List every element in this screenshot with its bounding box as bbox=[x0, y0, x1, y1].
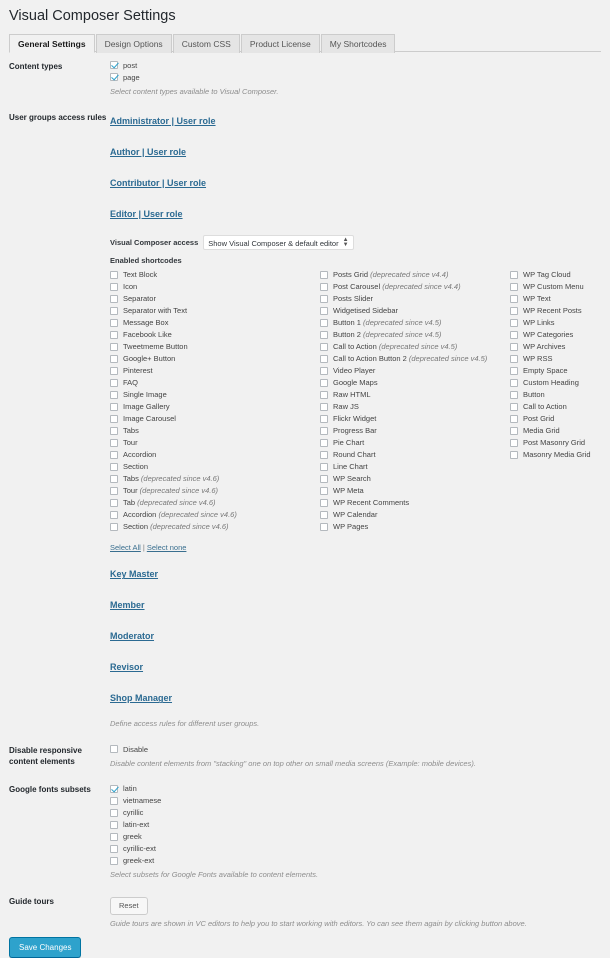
checkbox-icon[interactable] bbox=[510, 391, 518, 399]
content-types-label: Content types bbox=[9, 61, 63, 71]
checkbox-icon[interactable] bbox=[110, 499, 118, 507]
google-font-subset-label: greek-ext bbox=[123, 856, 155, 866]
shortcodes-columns bbox=[110, 269, 602, 533]
shortcode-item[interactable] bbox=[110, 341, 320, 352]
checkbox-icon[interactable] bbox=[110, 809, 118, 817]
checkbox-icon[interactable] bbox=[110, 271, 118, 279]
shortcode-label: Tabs bbox=[123, 474, 139, 484]
checkbox-icon[interactable] bbox=[510, 403, 518, 411]
google-fonts-description: Select subsets for Google Fonts available to content elements. bbox=[110, 870, 319, 880]
checkbox-icon[interactable] bbox=[320, 367, 328, 375]
shortcode-item[interactable] bbox=[320, 305, 510, 316]
shortcode-note: (deprecated since v4.6) bbox=[148, 522, 229, 532]
checkbox-icon[interactable] bbox=[510, 415, 518, 423]
checkbox-icon[interactable] bbox=[110, 331, 118, 339]
checkbox-icon[interactable] bbox=[110, 845, 118, 853]
shortcode-note: (deprecated since v4.5) bbox=[360, 330, 442, 340]
chevron-updown-icon: ▲ ▼ bbox=[342, 237, 349, 249]
shortcode-item[interactable] bbox=[110, 305, 320, 316]
checkbox-icon[interactable] bbox=[320, 487, 328, 495]
shortcode-label: Message Box bbox=[123, 318, 169, 328]
checkbox-icon[interactable] bbox=[510, 451, 518, 459]
shortcode-label: Accordion bbox=[123, 510, 157, 520]
shortcode-item[interactable] bbox=[320, 365, 510, 376]
shortcode-note: (deprecated since v4.5) bbox=[406, 354, 488, 364]
disable-responsive-item[interactable] bbox=[110, 744, 604, 755]
shortcode-note: (deprecated since v4.6) bbox=[135, 498, 216, 508]
shortcode-label: Post Masonry Grid bbox=[523, 438, 586, 448]
link-separator: | bbox=[142, 543, 145, 553]
shortcode-label: WP Recent Posts bbox=[523, 306, 582, 316]
shortcode-label: Image Carousel bbox=[123, 414, 176, 424]
shortcode-label: Widgetised Sidebar bbox=[333, 306, 399, 316]
shortcode-item[interactable] bbox=[320, 521, 510, 532]
checkbox-icon[interactable] bbox=[320, 391, 328, 399]
shortcode-label: Line Chart bbox=[333, 462, 368, 472]
shortcode-label: WP Meta bbox=[333, 486, 364, 496]
page-title: Visual Composer Settings bbox=[9, 8, 176, 24]
shortcode-label: Button 1 bbox=[333, 318, 361, 328]
user-role-link[interactable]: Editor | User role bbox=[110, 209, 183, 220]
content-type-label: post bbox=[123, 60, 138, 70]
checkbox-icon[interactable] bbox=[510, 319, 518, 327]
vc-access-value: Show Visual Composer & default editor bbox=[208, 239, 339, 249]
google-font-subset-label: greek bbox=[123, 832, 142, 842]
checkbox-icon[interactable] bbox=[320, 451, 328, 459]
user-role-link-wrap bbox=[110, 204, 604, 222]
shortcode-note: (deprecated since v4.4) bbox=[368, 270, 449, 280]
tab-general-settings[interactable] bbox=[9, 34, 95, 53]
checkbox-icon[interactable] bbox=[320, 427, 328, 435]
google-font-subset-label: latin bbox=[123, 784, 137, 794]
shortcode-item[interactable] bbox=[320, 413, 510, 424]
content-type-item[interactable] bbox=[110, 60, 604, 71]
shortcode-item[interactable] bbox=[320, 449, 510, 460]
guide-tours-description: Guide tours are shown in VC editors to help you to start working with editors. Yo can see them again by clicking button above. bbox=[110, 918, 527, 928]
disable-responsive-description: Disable content elements from "stacking" one on top other on small media screens (Example: mobile devices). bbox=[110, 758, 476, 768]
shortcode-label: Section bbox=[123, 522, 149, 532]
checkbox-icon[interactable] bbox=[320, 499, 328, 507]
shortcodes-column-1 bbox=[110, 269, 320, 533]
settings-form bbox=[0, 52, 610, 958]
shortcode-note: (deprecated since v4.5) bbox=[376, 342, 458, 352]
checkbox-icon[interactable] bbox=[510, 271, 518, 279]
shortcode-label: Separator with Text bbox=[123, 306, 188, 316]
shortcode-item[interactable] bbox=[510, 293, 602, 304]
checkbox-icon[interactable] bbox=[110, 391, 118, 399]
vc-access-label: Visual Composer access bbox=[110, 238, 199, 248]
shortcode-item[interactable] bbox=[110, 389, 320, 400]
shortcode-item[interactable] bbox=[510, 341, 602, 352]
shortcode-label: WP Calendar bbox=[333, 510, 378, 520]
shortcode-label: Call to Action Button 2 bbox=[333, 354, 407, 364]
shortcode-item[interactable] bbox=[110, 461, 320, 472]
checkbox-icon[interactable] bbox=[510, 355, 518, 363]
user-role-link-wrap bbox=[110, 626, 604, 644]
shortcode-label: Google+ Button bbox=[123, 354, 176, 364]
google-font-subset-label: cyrillic bbox=[123, 808, 144, 818]
checkbox-icon[interactable] bbox=[320, 319, 328, 327]
shortcode-item[interactable] bbox=[110, 509, 320, 520]
checkbox-icon[interactable] bbox=[320, 403, 328, 411]
guide-tours-label: Guide tours bbox=[9, 896, 54, 906]
row-google-fonts bbox=[0, 783, 610, 881]
checkbox-icon[interactable] bbox=[110, 73, 118, 81]
google-font-subset-item[interactable] bbox=[110, 843, 604, 854]
checkbox-icon[interactable] bbox=[110, 427, 118, 435]
checkbox-icon[interactable] bbox=[110, 319, 118, 327]
checkbox-icon[interactable] bbox=[320, 511, 328, 519]
shortcode-item[interactable] bbox=[110, 329, 320, 340]
spacer bbox=[0, 881, 610, 895]
checkbox-icon[interactable] bbox=[110, 367, 118, 375]
shortcode-item[interactable] bbox=[510, 377, 602, 388]
google-font-subset-item[interactable] bbox=[110, 855, 604, 866]
shortcode-item[interactable] bbox=[510, 281, 602, 292]
shortcode-item[interactable] bbox=[110, 413, 320, 424]
shortcode-label: WP Recent Comments bbox=[333, 498, 410, 508]
checkbox-icon[interactable] bbox=[110, 833, 118, 841]
row-disable-responsive bbox=[0, 744, 610, 770]
guide-tours-field bbox=[110, 895, 610, 930]
checkbox-icon[interactable] bbox=[110, 439, 118, 447]
shortcode-item[interactable] bbox=[510, 389, 602, 400]
shortcode-item[interactable] bbox=[320, 437, 510, 448]
checkbox-icon[interactable] bbox=[110, 355, 118, 363]
shortcode-label: Post Carousel bbox=[333, 282, 381, 292]
shortcode-item[interactable] bbox=[110, 449, 320, 460]
shortcode-item[interactable] bbox=[320, 329, 510, 340]
spacer bbox=[0, 769, 610, 783]
shortcode-label: WP Tag Cloud bbox=[523, 270, 571, 280]
shortcode-item[interactable] bbox=[320, 377, 510, 388]
shortcode-label: WP Text bbox=[523, 294, 551, 304]
shortcode-label: Raw HTML bbox=[333, 390, 371, 400]
checkbox-icon[interactable] bbox=[320, 475, 328, 483]
shortcode-item[interactable] bbox=[510, 269, 602, 280]
checkbox-icon[interactable] bbox=[110, 451, 118, 459]
checkbox-icon[interactable] bbox=[110, 379, 118, 387]
shortcode-item[interactable] bbox=[510, 413, 602, 424]
shortcode-item[interactable] bbox=[320, 353, 510, 364]
shortcode-label: WP Custom Menu bbox=[523, 282, 584, 292]
checkbox-icon[interactable] bbox=[110, 745, 118, 753]
checkbox-icon[interactable] bbox=[110, 463, 118, 471]
shortcodes-column-3 bbox=[510, 269, 602, 533]
checkbox-icon[interactable] bbox=[110, 523, 118, 531]
google-font-subset-label: vietnamese bbox=[123, 796, 162, 806]
user-role-link-wrap bbox=[110, 564, 604, 582]
shortcode-item[interactable] bbox=[320, 293, 510, 304]
shortcode-note: (deprecated since v4.5) bbox=[360, 318, 442, 328]
shortcode-item[interactable] bbox=[510, 329, 602, 340]
checkbox-icon[interactable] bbox=[320, 355, 328, 363]
user-role-link[interactable]: Revisor bbox=[110, 662, 144, 673]
select-none-link[interactable]: Select none bbox=[146, 543, 187, 553]
tab-my-shortcodes[interactable] bbox=[321, 34, 396, 53]
google-font-subset-item[interactable] bbox=[110, 831, 604, 842]
shortcode-item[interactable] bbox=[510, 449, 602, 460]
shortcode-item[interactable] bbox=[110, 401, 320, 412]
checkbox-icon[interactable] bbox=[110, 343, 118, 351]
user-role-link[interactable]: Contributor | User role bbox=[110, 178, 207, 189]
checkbox-icon[interactable] bbox=[510, 343, 518, 351]
checkbox-icon[interactable] bbox=[320, 415, 328, 423]
shortcode-item[interactable] bbox=[110, 497, 320, 508]
user-role-link-wrap bbox=[110, 595, 604, 613]
disable-responsive-label: Disable responsive content elements bbox=[9, 745, 82, 766]
checkbox-icon[interactable] bbox=[320, 331, 328, 339]
shortcode-label: Separator bbox=[123, 294, 156, 304]
vc-access-select[interactable] bbox=[203, 235, 353, 250]
shortcode-item[interactable] bbox=[320, 485, 510, 496]
shortcode-item[interactable] bbox=[320, 341, 510, 352]
shortcode-label: WP Links bbox=[523, 318, 555, 328]
shortcode-label: WP Archives bbox=[523, 342, 566, 352]
shortcode-label: Tab bbox=[123, 498, 136, 508]
checkbox-icon[interactable] bbox=[110, 295, 118, 303]
shortcode-label: Tweetmeme Button bbox=[123, 342, 188, 352]
shortcode-label: Icon bbox=[123, 282, 138, 292]
shortcode-item[interactable] bbox=[110, 353, 320, 364]
shortcode-item[interactable] bbox=[510, 401, 602, 412]
shortcode-label: WP Pages bbox=[333, 522, 369, 532]
tab-label: Design Options bbox=[104, 38, 163, 49]
shortcode-item[interactable] bbox=[110, 425, 320, 436]
shortcode-item[interactable] bbox=[510, 437, 602, 448]
checkbox-icon[interactable] bbox=[510, 367, 518, 375]
shortcode-label: Posts Grid bbox=[333, 270, 369, 280]
select-all-link[interactable]: Select All bbox=[110, 543, 141, 553]
shortcode-item[interactable] bbox=[510, 425, 602, 436]
guide-tours-reset-button[interactable]: Reset bbox=[110, 897, 148, 915]
checkbox-icon[interactable] bbox=[320, 463, 328, 471]
shortcode-label: Facebook Like bbox=[123, 330, 172, 340]
user-role-link[interactable]: Administrator | User role bbox=[110, 116, 216, 127]
shortcode-item[interactable] bbox=[110, 377, 320, 388]
shortcode-item[interactable] bbox=[110, 437, 320, 448]
shortcode-label: Tour bbox=[123, 486, 138, 496]
checkbox-icon[interactable] bbox=[110, 785, 118, 793]
shortcode-label: WP Search bbox=[333, 474, 371, 484]
shortcode-label: Masonry Media Grid bbox=[523, 450, 591, 460]
checkbox-icon[interactable] bbox=[510, 331, 518, 339]
tab-bar bbox=[9, 33, 601, 52]
shortcode-note: (deprecated since v4.6) bbox=[137, 486, 219, 496]
checkbox-icon[interactable] bbox=[320, 343, 328, 351]
content-type-label: page bbox=[123, 72, 140, 82]
shortcode-label: Button bbox=[523, 390, 545, 400]
checkbox-icon[interactable] bbox=[510, 307, 518, 315]
shortcode-label: Pie Chart bbox=[333, 438, 365, 448]
tab-label: My Shortcodes bbox=[329, 38, 387, 49]
checkbox-icon[interactable] bbox=[110, 283, 118, 291]
shortcode-item[interactable] bbox=[110, 521, 320, 532]
shortcode-item[interactable] bbox=[510, 305, 602, 316]
disable-responsive-label: Disable bbox=[123, 744, 149, 754]
shortcode-item[interactable] bbox=[320, 473, 510, 484]
shortcode-item[interactable] bbox=[510, 365, 602, 376]
enabled-shortcodes-label: Enabled shortcodes bbox=[110, 256, 182, 266]
user-role-link[interactable]: Shop Manager bbox=[110, 693, 173, 704]
shortcode-label: Flickr Widget bbox=[333, 414, 377, 424]
tab-label: Product License bbox=[249, 38, 311, 49]
shortcode-label: Posts Slider bbox=[333, 294, 374, 304]
disable-responsive-field bbox=[110, 744, 610, 770]
shortcodes-column-2 bbox=[320, 269, 510, 533]
tab-custom-css[interactable] bbox=[173, 34, 240, 53]
google-fonts-label: Google fonts subsets bbox=[9, 785, 91, 795]
user-role-link-wrap bbox=[110, 688, 604, 706]
checkbox-icon[interactable] bbox=[320, 379, 328, 387]
checkbox-icon[interactable] bbox=[110, 857, 118, 865]
user-role-link[interactable]: Member bbox=[110, 600, 145, 611]
checkbox-icon[interactable] bbox=[320, 523, 328, 531]
shortcode-item[interactable] bbox=[510, 317, 602, 328]
shortcode-item[interactable] bbox=[320, 317, 510, 328]
spacer bbox=[0, 97, 610, 111]
shortcode-label: WP RSS bbox=[523, 354, 553, 364]
user-role-link[interactable]: Key Master bbox=[110, 569, 159, 580]
shortcode-item[interactable] bbox=[510, 353, 602, 364]
shortcode-label: Media Grid bbox=[523, 426, 560, 436]
shortcode-item[interactable] bbox=[320, 425, 510, 436]
shortcode-item[interactable] bbox=[320, 269, 510, 280]
checkbox-icon[interactable] bbox=[110, 307, 118, 315]
tab-label: Custom CSS bbox=[181, 38, 231, 49]
shortcode-label: Progress Bar bbox=[333, 426, 377, 436]
shortcode-item[interactable] bbox=[110, 317, 320, 328]
select-links bbox=[110, 537, 604, 555]
shortcode-item[interactable] bbox=[320, 497, 510, 508]
checkbox-icon[interactable] bbox=[110, 487, 118, 495]
shortcode-label: Tour bbox=[123, 438, 138, 448]
checkbox-icon[interactable] bbox=[320, 295, 328, 303]
shortcode-label: Video Player bbox=[333, 366, 376, 376]
user-role-link-wrap bbox=[110, 111, 604, 129]
google-fonts-field bbox=[110, 783, 610, 881]
checkbox-icon[interactable] bbox=[110, 475, 118, 483]
checkbox-icon[interactable] bbox=[110, 511, 118, 519]
shortcode-label: Call to Action bbox=[523, 402, 567, 412]
shortcode-label: Tabs bbox=[123, 426, 139, 436]
shortcode-label: Custom Heading bbox=[523, 378, 579, 388]
shortcode-label: FAQ bbox=[123, 378, 139, 388]
google-font-subset-item[interactable] bbox=[110, 819, 604, 830]
user-groups-field bbox=[110, 111, 610, 730]
checkbox-icon[interactable] bbox=[320, 439, 328, 447]
shortcode-note: (deprecated since v4.4) bbox=[380, 282, 461, 292]
shortcode-item[interactable] bbox=[320, 281, 510, 292]
shortcode-item[interactable] bbox=[110, 281, 320, 292]
submit-area bbox=[0, 929, 610, 958]
shortcode-label: Button 2 bbox=[333, 330, 361, 340]
google-font-subset-item[interactable] bbox=[110, 783, 604, 794]
user-role-link[interactable]: Moderator bbox=[110, 631, 155, 642]
user-role-link-wrap bbox=[110, 142, 604, 160]
shortcode-note: (deprecated since v4.6) bbox=[138, 474, 220, 484]
shortcode-item[interactable] bbox=[110, 293, 320, 304]
checkbox-icon[interactable] bbox=[320, 307, 328, 315]
checkbox-icon[interactable] bbox=[510, 379, 518, 387]
user-role-link-wrap bbox=[110, 173, 604, 191]
checkbox-icon[interactable] bbox=[110, 821, 118, 829]
shortcode-item[interactable] bbox=[110, 473, 320, 484]
checkbox-icon[interactable] bbox=[320, 283, 328, 291]
google-font-subset-label: cyrillic-ext bbox=[123, 844, 156, 854]
row-user-groups bbox=[0, 111, 610, 730]
shortcode-label: Single Image bbox=[123, 390, 167, 400]
shortcode-label: Pinterest bbox=[123, 366, 153, 376]
content-types-description: Select content types available to Visual Composer. bbox=[110, 86, 279, 96]
checkbox-icon[interactable] bbox=[110, 415, 118, 423]
google-font-subset-item[interactable] bbox=[110, 807, 604, 818]
row-guide-tours bbox=[0, 895, 610, 930]
shortcode-label: Section bbox=[123, 462, 149, 472]
shortcode-item[interactable] bbox=[110, 485, 320, 496]
shortcode-note: (deprecated since v4.6) bbox=[156, 510, 237, 520]
shortcode-label: Image Gallery bbox=[123, 402, 170, 412]
content-types-field bbox=[110, 60, 610, 98]
tab-design-options[interactable] bbox=[96, 34, 172, 53]
shortcode-item[interactable] bbox=[320, 401, 510, 412]
save-changes-button[interactable]: Save Changes bbox=[9, 937, 81, 958]
checkbox-icon[interactable] bbox=[110, 403, 118, 411]
shortcode-label: Post Grid bbox=[523, 414, 555, 424]
checkbox-icon[interactable] bbox=[510, 439, 518, 447]
user-role-link[interactable]: Author | User role bbox=[110, 147, 187, 158]
shortcode-item[interactable] bbox=[110, 269, 320, 280]
shortcode-label: Google Maps bbox=[333, 378, 378, 388]
shortcode-label: Empty Space bbox=[523, 366, 568, 376]
checkbox-icon[interactable] bbox=[510, 283, 518, 291]
tab-product-license[interactable] bbox=[241, 34, 320, 53]
user-groups-description: Define access rules for different user groups. bbox=[110, 719, 260, 729]
google-font-subset-label: latin-ext bbox=[123, 820, 150, 830]
tab-label: General Settings bbox=[18, 38, 86, 49]
user-role-link-wrap bbox=[110, 657, 604, 675]
spacer bbox=[0, 730, 610, 744]
shortcode-item[interactable] bbox=[320, 461, 510, 472]
row-content-types bbox=[0, 52, 610, 98]
shortcode-label: WP Categories bbox=[523, 330, 574, 340]
checkbox-icon[interactable] bbox=[510, 427, 518, 435]
vc-access-row bbox=[110, 235, 604, 250]
content-type-item[interactable] bbox=[110, 72, 604, 83]
shortcode-label: Call to Action bbox=[333, 342, 377, 352]
shortcode-label: Text Block bbox=[123, 270, 158, 280]
google-font-subset-item[interactable] bbox=[110, 795, 604, 806]
shortcode-item[interactable] bbox=[110, 365, 320, 376]
shortcode-item[interactable] bbox=[320, 509, 510, 520]
checkbox-icon[interactable] bbox=[510, 295, 518, 303]
user-groups-label: User groups access rules bbox=[9, 113, 107, 123]
checkbox-icon[interactable] bbox=[110, 797, 118, 805]
checkbox-icon[interactable] bbox=[320, 271, 328, 279]
shortcode-label: Round Chart bbox=[333, 450, 376, 460]
shortcode-label: Accordion bbox=[123, 450, 157, 460]
shortcode-label: Raw JS bbox=[333, 402, 359, 412]
checkbox-icon[interactable] bbox=[110, 61, 118, 69]
shortcode-item[interactable] bbox=[320, 389, 510, 400]
